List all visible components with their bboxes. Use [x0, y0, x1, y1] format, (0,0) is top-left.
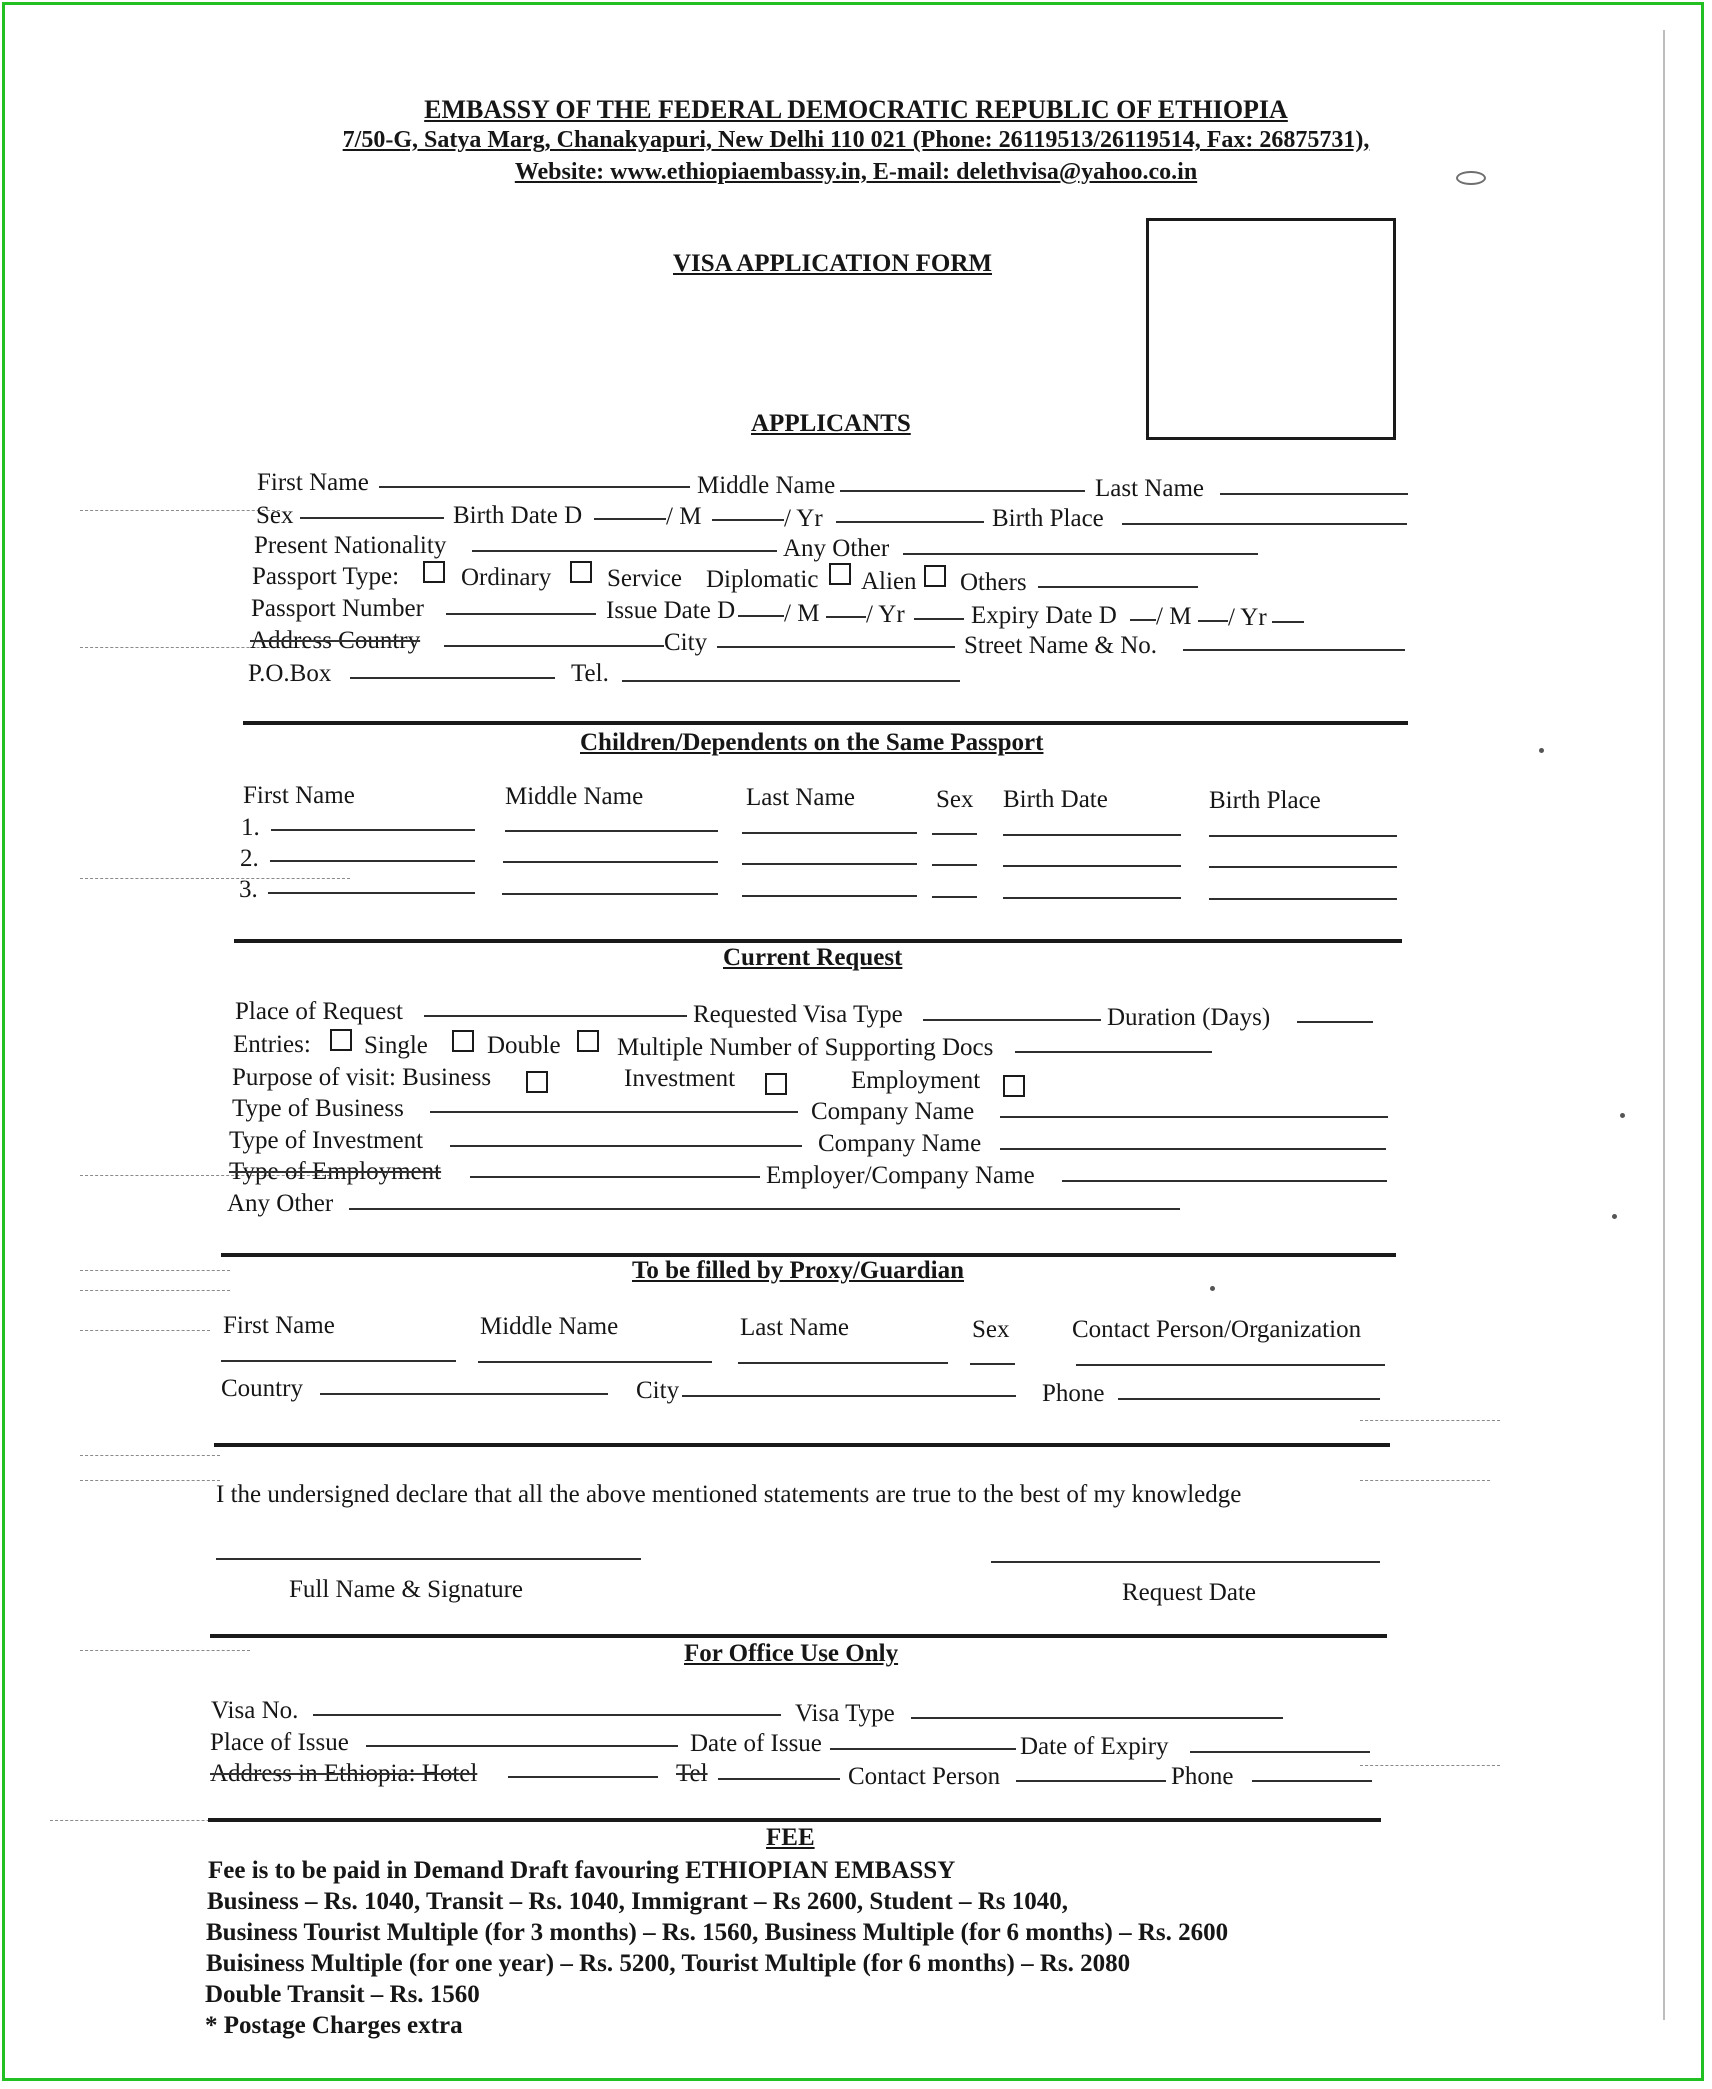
- investment-label: Investment: [624, 1065, 736, 1092]
- contact-person-label: Contact Person: [848, 1763, 1001, 1790]
- proxy-heading: To be filled by Proxy/Guardian: [632, 1257, 965, 1284]
- others-field[interactable]: [1038, 586, 1198, 588]
- purpose-business-label: Purpose of visit: Business: [232, 1064, 492, 1091]
- child-2-first-name-field[interactable]: [270, 860, 475, 862]
- issue-year-field[interactable]: [914, 618, 964, 620]
- children-col-middle-name: Middle Name: [505, 783, 644, 810]
- first-name-label: First Name: [257, 469, 369, 496]
- section-divider: [243, 721, 1408, 725]
- single-checkbox[interactable]: [330, 1029, 352, 1051]
- entries-label: Entries:: [233, 1031, 311, 1058]
- child-1-birth-place-field[interactable]: [1209, 835, 1397, 837]
- child-2-sex-field[interactable]: [932, 864, 977, 866]
- birth-date-label: Birth Date D: [453, 502, 583, 529]
- employment-label: Employment: [851, 1067, 981, 1094]
- child-3-middle-name-field[interactable]: [502, 893, 718, 895]
- scan-smudge: [80, 510, 280, 511]
- alien-checkbox[interactable]: [924, 565, 946, 587]
- office-use-heading: For Office Use Only: [684, 1640, 899, 1667]
- proxy-phone-label: Phone: [1042, 1380, 1105, 1407]
- tel-label: Tel.: [571, 660, 609, 687]
- child-3-last-name-field[interactable]: [742, 895, 917, 897]
- office-tel-field[interactable]: [718, 1778, 840, 1780]
- scan-smudge: [1360, 1420, 1500, 1421]
- photo-box[interactable]: [1146, 218, 1396, 440]
- last-name-label: Last Name: [1095, 475, 1204, 502]
- investment-checkbox[interactable]: [765, 1073, 787, 1095]
- type-of-investment-label: Type of Investment: [229, 1127, 424, 1154]
- middle-name-label: Middle Name: [697, 472, 836, 499]
- full-name-signature-field[interactable]: [216, 1558, 641, 1560]
- alien-label: Alien: [861, 568, 917, 595]
- duration-field[interactable]: [1297, 1021, 1373, 1023]
- children-row-number: 3.: [239, 876, 258, 903]
- passport-type-label: Passport Type:: [252, 563, 400, 590]
- first-name-field[interactable]: [379, 486, 690, 488]
- visa-no-label: Visa No.: [211, 1697, 299, 1724]
- expiry-year-label: / Yr: [1228, 604, 1267, 631]
- proxy-city-label: City: [636, 1377, 680, 1404]
- proxy-col-middle-name: Middle Name: [480, 1313, 619, 1340]
- child-2-middle-name-field[interactable]: [503, 861, 718, 863]
- scan-smudge: [80, 1455, 220, 1456]
- double-checkbox[interactable]: [452, 1030, 474, 1052]
- section-divider: [210, 1634, 1387, 1638]
- issue-month-label: / M: [784, 600, 820, 627]
- address-country-label: Address Country: [250, 627, 421, 654]
- sex-label: Sex: [256, 502, 294, 529]
- issue-month-field[interactable]: [826, 616, 866, 618]
- children-col-last-name: Last Name: [746, 784, 855, 811]
- issue-day-field[interactable]: [738, 615, 784, 617]
- ordinary-label: Ordinary: [461, 564, 552, 591]
- request-date-label: Request Date: [1122, 1579, 1256, 1606]
- date-of-expiry-field[interactable]: [1190, 1751, 1370, 1753]
- scan-dot: [1620, 1113, 1625, 1118]
- birth-month-label: / M: [666, 503, 702, 530]
- date-of-expiry-label: Date of Expiry: [1020, 1733, 1169, 1760]
- contact-person-field[interactable]: [1016, 1780, 1166, 1782]
- scan-dot: [1539, 748, 1544, 753]
- request-any-other-label: Any Other: [227, 1190, 334, 1217]
- supporting-docs-field[interactable]: [1015, 1051, 1212, 1053]
- any-other-nationality-label: Any Other: [783, 535, 890, 562]
- office-visa-type-field[interactable]: [911, 1717, 1283, 1719]
- multiple-checkbox[interactable]: [577, 1030, 599, 1052]
- investment-company-name-field[interactable]: [1000, 1148, 1386, 1150]
- visa-no-field[interactable]: [313, 1714, 781, 1716]
- requested-visa-type-field[interactable]: [923, 1019, 1101, 1021]
- last-name-field[interactable]: [1220, 493, 1408, 495]
- children-row-number: 1.: [241, 814, 260, 841]
- office-tel-label: Tel: [676, 1760, 708, 1787]
- child-2-birth-date-field[interactable]: [1003, 865, 1181, 867]
- type-of-business-field[interactable]: [430, 1111, 798, 1113]
- proxy-col-sex: Sex: [972, 1316, 1010, 1343]
- children-heading: Children/Dependents on the Same Passport: [580, 729, 1044, 756]
- birth-day-field[interactable]: [594, 518, 666, 520]
- scan-smudge: [80, 1480, 220, 1481]
- full-name-signature-label: Full Name & Signature: [289, 1576, 523, 1603]
- business-company-name-field[interactable]: [1000, 1116, 1388, 1118]
- children-row-number: 2.: [240, 845, 259, 872]
- embassy-web-email: Website: www.ethiopiaembassy.in, E-mail: delethvisa@yahoo.co.in: [514, 159, 1198, 185]
- type-of-business-label: Type of Business: [232, 1095, 404, 1122]
- business-company-name-label: Company Name: [811, 1098, 975, 1125]
- birth-place-field[interactable]: [1122, 523, 1407, 525]
- child-3-sex-field[interactable]: [932, 896, 977, 898]
- expiry-day-field[interactable]: [1130, 619, 1156, 621]
- date-of-issue-field[interactable]: [830, 1748, 1016, 1750]
- birth-year-field[interactable]: [836, 521, 984, 523]
- po-box-field[interactable]: [350, 677, 555, 679]
- child-1-first-name-field[interactable]: [271, 829, 475, 831]
- place-of-issue-label: Place of Issue: [210, 1729, 349, 1756]
- child-1-middle-name-field[interactable]: [505, 830, 718, 832]
- scan-dot: [1210, 1286, 1215, 1291]
- place-of-issue-field[interactable]: [366, 1745, 678, 1747]
- address-hotel-label: Address in Ethiopia: Hotel: [210, 1760, 478, 1787]
- middle-name-field[interactable]: [840, 490, 1085, 492]
- child-3-birth-place-field[interactable]: [1209, 898, 1397, 900]
- current-request-heading: Current Request: [723, 944, 903, 971]
- date-of-issue-label: Date of Issue: [690, 1730, 822, 1757]
- children-col-birth-date: Birth Date: [1003, 786, 1108, 813]
- child-1-birth-date-field[interactable]: [1003, 834, 1181, 836]
- place-of-request-label: Place of Request: [235, 998, 404, 1025]
- double-label: Double: [487, 1032, 561, 1059]
- children-col-first-name: First Name: [243, 782, 355, 809]
- address-hotel-field[interactable]: [508, 1776, 658, 1778]
- nationality-field[interactable]: [472, 550, 777, 552]
- fee-line: Fee is to be paid in Demand Draft favouring ETHIOPIAN EMBASSY: [208, 1857, 956, 1884]
- business-checkbox[interactable]: [526, 1071, 548, 1093]
- declaration-statement: I the undersigned declare that all the above mentioned statements are true to the best of my knowledge: [216, 1481, 1242, 1508]
- ordinary-checkbox[interactable]: [423, 561, 445, 583]
- city-label: City: [664, 629, 708, 656]
- scan-smudge: [1360, 1480, 1490, 1481]
- proxy-first-name-field[interactable]: [221, 1360, 456, 1362]
- section-divider: [214, 1443, 1390, 1447]
- type-of-employment-label: Type of Employment: [229, 1158, 442, 1185]
- fee-line: Business – Rs. 1040, Transit – Rs. 1040, Immigrant – Rs 2600, Student – Rs 1040,: [207, 1888, 1068, 1915]
- proxy-country-label: Country: [221, 1375, 303, 1402]
- birth-place-label: Birth Place: [992, 505, 1104, 532]
- expiry-year-field[interactable]: [1272, 621, 1304, 623]
- child-2-last-name-field[interactable]: [742, 863, 917, 865]
- diplomatic-label: Diplomatic: [706, 566, 819, 593]
- sex-field[interactable]: [300, 517, 444, 519]
- fee-line: Buisiness Multiple (for one year) – Rs. 5200, Tourist Multiple (for 6 months) – Rs. 2080: [206, 1950, 1131, 1977]
- scan-smudge: [1360, 1765, 1500, 1766]
- proxy-country-field[interactable]: [320, 1393, 608, 1395]
- city-field[interactable]: [717, 646, 955, 648]
- proxy-middle-name-field[interactable]: [478, 1361, 712, 1363]
- fee-line: Double Transit – Rs. 1560: [205, 1981, 480, 2008]
- scan-dot: [1612, 1214, 1617, 1219]
- embassy-address: 7/50-G, Satya Marg, Chanakyapuri, New Delhi 110 021 (Phone: 26119513/26119514, Fax: 26875731),: [342, 127, 1370, 153]
- proxy-sex-field[interactable]: [970, 1363, 1015, 1365]
- address-country-field[interactable]: [444, 645, 664, 647]
- type-of-employment-field[interactable]: [470, 1176, 760, 1178]
- employer-company-name-label: Employer/Company Name: [766, 1162, 1035, 1189]
- fee-heading: FEE: [766, 1824, 815, 1851]
- nationality-label: Present Nationality: [254, 532, 447, 559]
- fee-line: * Postage Charges extra: [205, 2012, 463, 2039]
- scan-edge-line: [1663, 30, 1665, 2020]
- single-label: Single: [364, 1032, 428, 1059]
- investment-company-name-label: Company Name: [818, 1130, 982, 1157]
- place-of-request-field[interactable]: [424, 1015, 687, 1017]
- multiple-supporting-docs-label: Multiple Number of Supporting Docs: [617, 1034, 994, 1061]
- child-1-sex-field[interactable]: [932, 833, 977, 835]
- diplomatic-checkbox[interactable]: [829, 563, 851, 585]
- street-label: Street Name & No.: [964, 632, 1158, 659]
- children-col-sex: Sex: [936, 786, 974, 813]
- service-label: Service: [607, 565, 682, 592]
- section-divider: [208, 1818, 1381, 1822]
- children-col-birth-place: Birth Place: [1209, 787, 1321, 814]
- form-title: VISA APPLICATION FORM: [673, 250, 993, 277]
- request-date-field[interactable]: [991, 1561, 1380, 1563]
- type-of-investment-field[interactable]: [450, 1145, 802, 1147]
- proxy-col-first-name: First Name: [223, 1312, 335, 1339]
- scan-smudge: [80, 1290, 230, 1291]
- street-field[interactable]: [1183, 649, 1405, 651]
- employment-checkbox[interactable]: [1003, 1075, 1025, 1097]
- proxy-col-contact: Contact Person/Organization: [1072, 1316, 1362, 1343]
- child-1-last-name-field[interactable]: [742, 832, 917, 834]
- any-other-nationality-field[interactable]: [903, 553, 1258, 555]
- scan-smudge: [80, 1650, 250, 1651]
- scan-smudge: [80, 1330, 210, 1331]
- proxy-contact-field[interactable]: [1076, 1364, 1385, 1366]
- office-phone-label: Phone: [1171, 1763, 1234, 1790]
- birth-year-label: / Yr: [784, 505, 823, 532]
- po-box-label: P.O.Box: [248, 660, 332, 687]
- proxy-city-field[interactable]: [682, 1395, 1016, 1397]
- proxy-last-name-field[interactable]: [738, 1362, 948, 1364]
- employer-company-name-field[interactable]: [1062, 1180, 1387, 1182]
- office-phone-field[interactable]: [1252, 1780, 1372, 1782]
- expiry-date-label: Expiry Date D: [971, 602, 1117, 629]
- request-any-other-field[interactable]: [349, 1208, 1180, 1210]
- scan-smudge: [80, 878, 350, 879]
- expiry-month-field[interactable]: [1198, 620, 1228, 622]
- tel-field[interactable]: [622, 680, 960, 682]
- passport-number-field[interactable]: [446, 613, 596, 615]
- requested-visa-type-label: Requested Visa Type: [693, 1001, 903, 1028]
- child-2-birth-place-field[interactable]: [1209, 866, 1397, 868]
- proxy-phone-field[interactable]: [1118, 1398, 1380, 1400]
- child-3-birth-date-field[interactable]: [1003, 897, 1181, 899]
- duration-label: Duration (Days): [1107, 1004, 1271, 1031]
- applicants-heading: APPLICANTS: [751, 410, 911, 437]
- issue-year-label: / Yr: [866, 601, 905, 628]
- service-checkbox[interactable]: [570, 561, 592, 583]
- child-3-first-name-field[interactable]: [268, 892, 475, 894]
- expiry-month-label: / M: [1156, 603, 1192, 630]
- fee-line: Business Tourist Multiple (for 3 months) – Rs. 1560, Business Multiple (for 6 months) – Rs. 2600: [206, 1919, 1229, 1946]
- others-label: Others: [960, 569, 1027, 596]
- passport-number-label: Passport Number: [251, 595, 424, 622]
- embassy-name: EMBASSY OF THE FEDERAL DEMOCRATIC REPUBLIC OF ETHIOPIA: [424, 95, 1288, 124]
- birth-month-field[interactable]: [712, 519, 784, 521]
- issue-date-label: Issue Date D: [606, 597, 736, 624]
- proxy-col-last-name: Last Name: [740, 1314, 849, 1341]
- scan-smudge: [80, 1270, 230, 1271]
- section-divider: [234, 939, 1402, 943]
- office-visa-type-label: Visa Type: [795, 1700, 895, 1727]
